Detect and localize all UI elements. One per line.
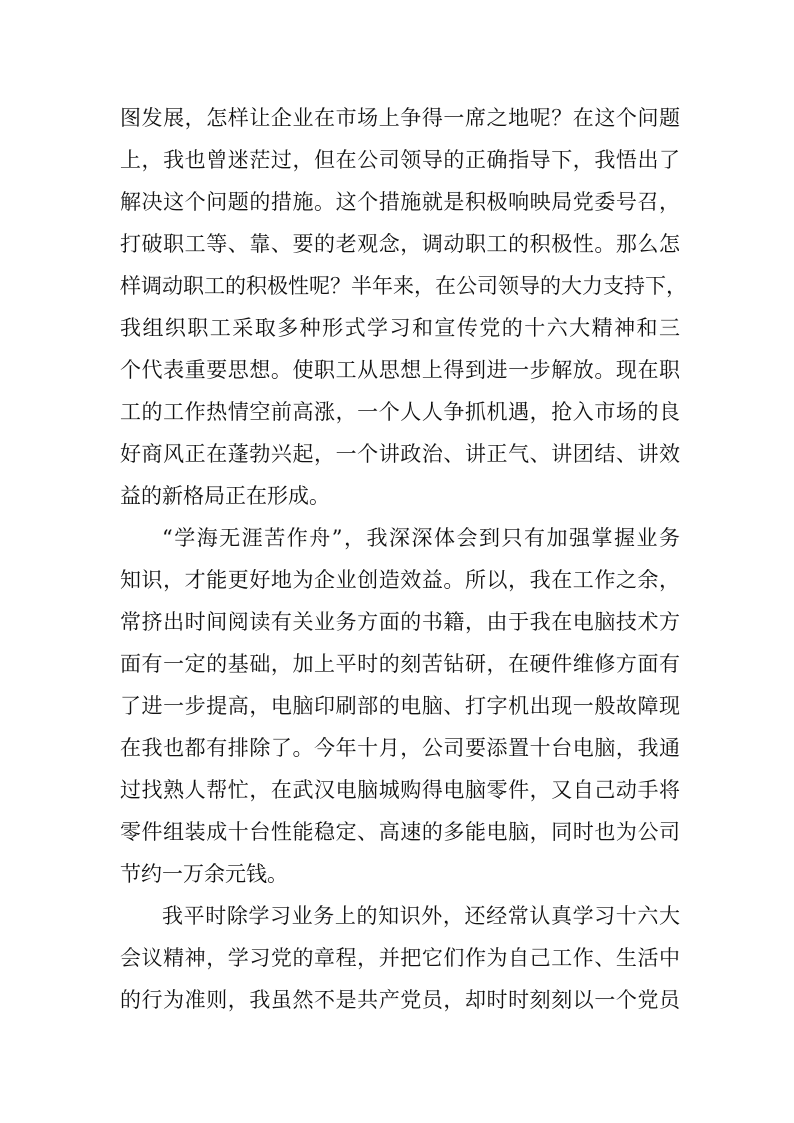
- text-line: 解决这个问题的措施。这个措施就是积极响映局党委号召，: [120, 190, 680, 214]
- text-line: 我组织职工采取多种形式学习和宣传党的十六大精神和三: [120, 316, 680, 340]
- text-line: 图发展，怎样让企业在市场上争得一席之地呢？在这个问题: [120, 106, 680, 130]
- paragraph-first-line: “学海无涯苦作舟”，我深深体会到只有加强掌握业务: [162, 526, 680, 550]
- text-line: 个代表重要思想。使职工从思想上得到进一步解放。现在职: [120, 358, 680, 382]
- text-line: 面有一定的基础，加上平时的刻苦钻研，在硬件维修方面有: [120, 652, 680, 676]
- paragraph-first-line: 我平时除学习业务上的知识外，还经常认真学习十六大: [162, 904, 680, 928]
- text-line: 打破职工等、靠、要的老观念，调动职工的积极性。那么怎: [120, 232, 680, 256]
- text-line: 好商风正在蓬勃兴起，一个讲政治、讲正气、讲团结、讲效: [120, 442, 680, 466]
- text-line: 的行为准则，我虽然不是共产党员，却时时刻刻以一个党员: [120, 988, 680, 1012]
- text-line: 过找熟人帮忙，在武汉电脑城购得电脑零件，又自己动手将: [120, 778, 680, 802]
- text-line: 节约一万余元钱。: [120, 862, 288, 886]
- text-line: 零件组装成十台性能稳定、高速的多能电脑，同时也为公司: [120, 820, 680, 844]
- text-line: 会议精神，学习党的章程，并把它们作为自己工作、生活中: [120, 946, 680, 970]
- text-line: 益的新格局正在形成。: [120, 484, 330, 508]
- text-line: 在我也都有排除了。今年十月，公司要添置十台电脑，我通: [120, 736, 680, 760]
- text-line: 知识，才能更好地为企业创造效益。所以，我在工作之余，: [120, 568, 680, 592]
- text-line: 常挤出时间阅读有关业务方面的书籍，由于我在电脑技术方: [120, 610, 680, 634]
- text-line: 样调动职工的积极性呢？半年来，在公司领导的大力支持下，: [120, 274, 687, 298]
- text-line: 上，我也曾迷茫过，但在公司领导的正确指导下，我悟出了: [120, 148, 680, 172]
- text-line: 工的工作热情空前高涨，一个人人争抓机遇，抢入市场的良: [120, 400, 680, 424]
- text-line: 了进一步提高，电脑印刷部的电脑、打字机出现一般故障现: [120, 694, 680, 718]
